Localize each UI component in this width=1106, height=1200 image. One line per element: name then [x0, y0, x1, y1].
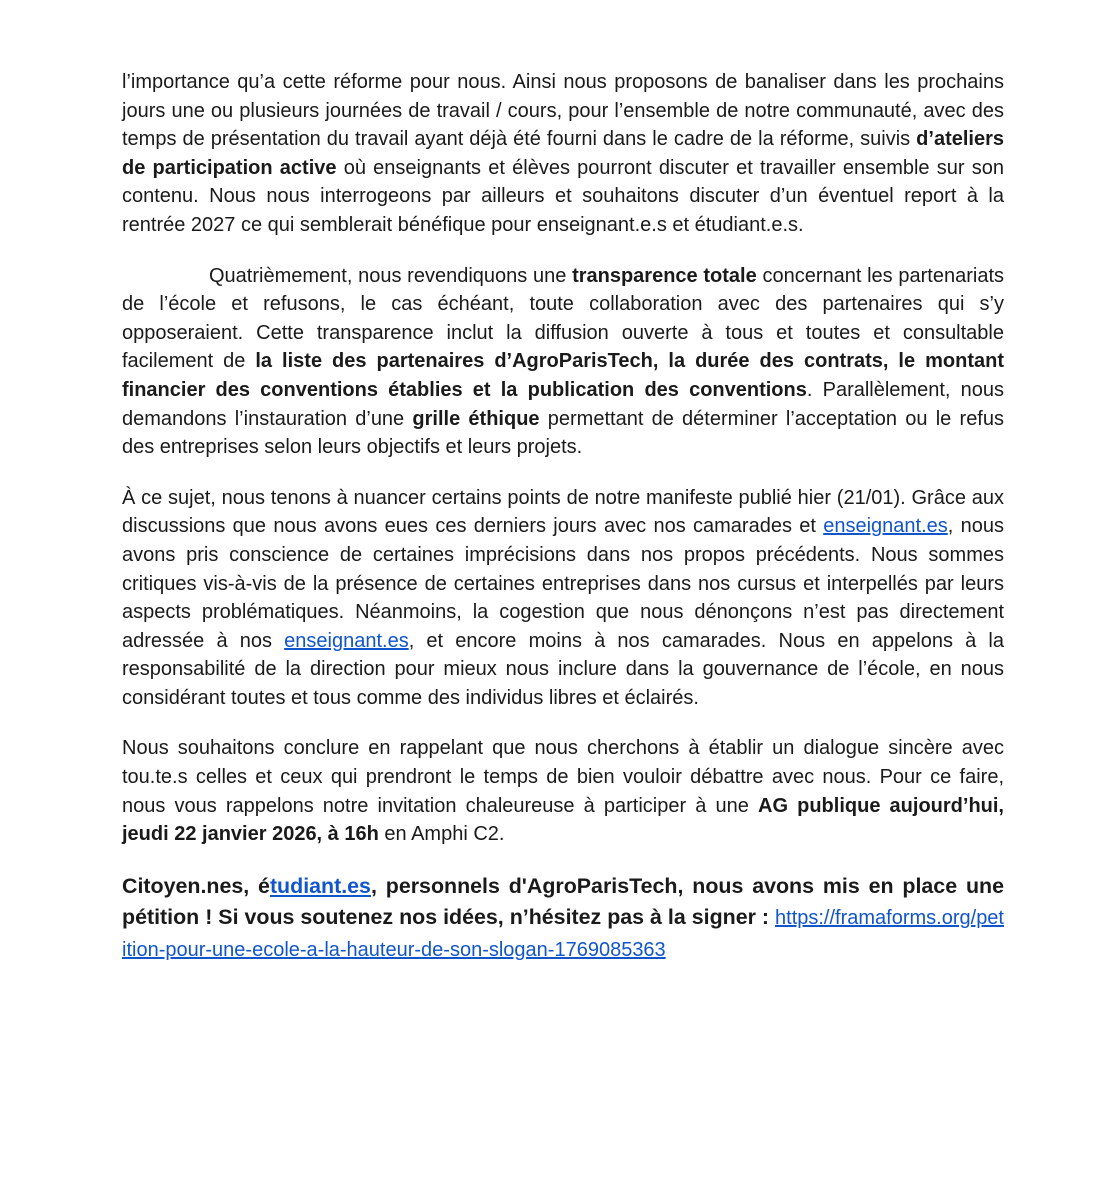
paragraph-transparency	[122, 262, 1004, 462]
text-span: permettant de déterminer l’acceptation ou le refus des entreprises selon leurs objectifs et leurs projets.	[122, 407, 1004, 459]
text-span: ,	[652, 350, 669, 373]
text-span: , personnels d'AgroParisTech, nous avons mis en place une pétition ! Si vous soutenez nos idées, n’hésitez pas à la signer :	[122, 873, 1004, 929]
link-etudiant-es[interactable]: tudiant.es	[269, 873, 371, 898]
link-enseignant-es[interactable]: enseignant.es	[823, 515, 948, 538]
paragraph-reform	[122, 68, 1004, 240]
text-span: Quatrièmement, nous revendiquons une	[209, 264, 573, 287]
bold-grille-ethique: grille éthique	[412, 407, 540, 430]
text-span: , et encore moins à nos camarades. Nous en appelons à la responsabilité de la direction pour mieux nous inclure dans la gouvernance de l’école, en nous considérant toutes et tous comme des individus libres et éclairés.	[122, 629, 1004, 709]
paragraph-manifeste	[122, 484, 1004, 713]
text-span: Citoyen.nes, é	[122, 873, 270, 898]
text-span: , nous avons pris conscience de certaines imprécisions dans nos propos précédents. Nous sommes critiques vis-à-vis de la présence de certaines entreprises dans nos cursus et interpellés par leurs aspects problématiques. Néanmoins, la cogestion que nous dénonçons n’est pas directement adressée à nos	[122, 515, 1005, 652]
bold-ateliers: d’ateliers de participation active	[122, 128, 1004, 179]
bold-transparence: transparence totale	[572, 264, 757, 287]
bold-ag-publique: AG publique aujourd’hui, jeudi 22 janvier 2026, à 16h	[122, 794, 1004, 846]
text-span: en Amphi C2.	[378, 823, 505, 846]
petition-link[interactable]: https://framaforms.org/petition-pour-une-ecole-a-la-hauteur-de-son-slogan-1769085363	[122, 906, 1004, 961]
text-span: À ce sujet, nous tenons à nuancer certains points de notre manifeste publié hier (21/01). Grâce aux discussions que nous avons eues ces derniers jours avec nos camarades et	[122, 486, 1004, 538]
text-span: . Parallèlement, nous demandons l’instauration d’une	[122, 378, 1004, 430]
paragraph-petition	[122, 871, 1004, 966]
link-enseignant-es-2[interactable]: enseignant.es	[284, 629, 409, 652]
bold-liste-partenaires: la liste des partenaires d’AgroParisTech	[255, 350, 653, 373]
text-span: Nous souhaitons conclure en rappelant que nous cherchons à établir un dialogue sincère avec tou.te.s celles et ceux qui prendront le temps de bien vouloir débattre avec nous. Pour ce faire, nous vous rappelons notre invitation chaleureuse à participer à une	[122, 737, 1004, 817]
text-span: l’importance qu’a cette réforme pour nous. Ainsi nous proposons de banaliser dans les prochains jours une ou plusieurs journées de travail / cours, pour l’ensemble de notre communauté, avec des temps de présentation du travail ayant déjà été fourni dans le cadre de la réforme, suivis	[122, 71, 1004, 151]
bold-duree-contrats: la durée des contrats, le montant financier des conventions établies et la publication des conventions	[122, 350, 1004, 401]
paragraph-conclusion	[122, 734, 1004, 848]
document-page	[122, 68, 1004, 966]
text-span: où enseignants et élèves pourront discuter et travailler ensemble sur son contenu. Nous nous interrogeons par ailleurs et souhaitons discuter d’un éventuel report à la rentrée 2027 ce qui semblerait bénéfique pour enseignant.e.s et étudiant.e.s.	[122, 156, 1005, 236]
text-span: concernant les partenariats de l’école et refusons, le cas échéant, toute collaboration avec des partenaires qui s’y opposeraient. Cette transparence inclut la diffusion ouverte à tous et toutes et consultable facilement de	[122, 264, 1004, 373]
